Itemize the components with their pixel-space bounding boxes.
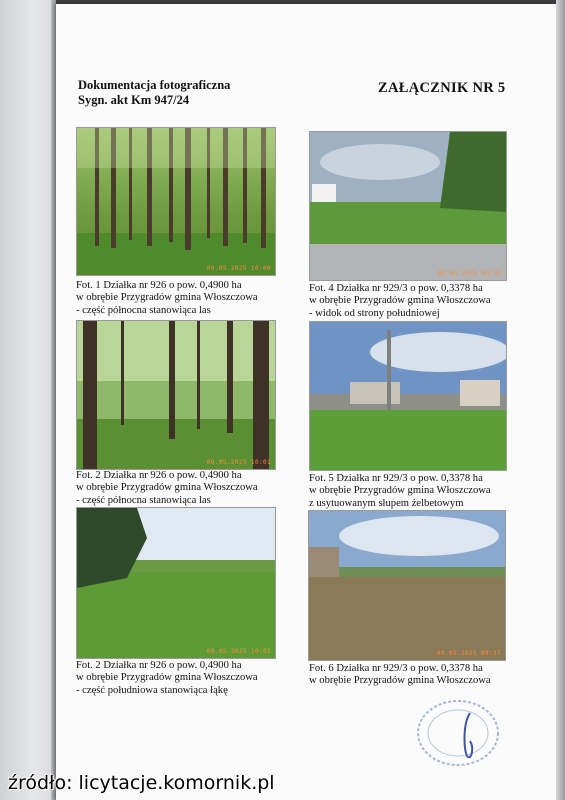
caption-line: Fot. 2 Działka nr 926 o pow. 0,4900 ha [76,470,242,481]
caption-line: w obrębie Przygradów gmina Włoszczowa [309,295,491,307]
photo-1-caption [76,280,258,317]
case-signature: Sygn. akt Km 947/24 [78,93,190,107]
caption-line: w obrębie Przygradów gmina Włoszczowa [76,482,258,494]
caption-line: w obrębie Przygradów gmina Włoszczowa [309,675,491,687]
photo-6-bare-plot [308,510,506,661]
document-header [78,78,230,108]
caption-line: w obrębie Przygradów gmina Włoszczowa [76,292,258,304]
caption-line: Fot. 6 Działka nr 929/3 o pow. 0,3378 ha [309,663,483,674]
photo-1-timestamp: 09.05.2025 10:00 [206,265,271,272]
caption-line: Fot. 4 Działka nr 929/3 o pow. 0,3378 ha [309,283,483,294]
photo-4-road-view [309,131,507,281]
adjacent-page [0,0,56,800]
photo-3-meadow [76,507,276,659]
page-edge [556,0,565,800]
photo-1-forest [76,127,276,276]
caption-line: z usytuowanym słupem żelbetowym [309,497,464,509]
caption-line: w obrębie Przygradów gmina Włoszczowa [309,485,491,497]
photo-5-concrete-pole [309,321,507,471]
caption-line: - część północna stanowiąca las [76,304,211,316]
document-page [56,4,556,800]
caption-line: Fot. 2 Działka nr 926 o pow. 0,4900 ha [76,660,242,671]
caption-line: - część południowa stanowiąca łąkę [76,684,228,696]
photo-4-timestamp: 09.05.2025 09:35 [437,270,502,277]
caption-line: Fot. 5 Działka nr 929/3 o pow. 0,3378 ha [309,473,483,484]
photo-4-caption [309,283,491,320]
photo-3-caption [76,660,258,697]
photo-3-timestamp: 09.05.2025 10:02 [206,648,271,655]
signature-stamp [412,695,530,773]
annex-label: ZAŁĄCZNIK NR 5 [378,80,506,96]
caption-line: - część północna stanowiąca las [76,494,211,506]
caption-line: - widok od strony południowej [309,307,440,319]
source-watermark: źródło: licytacje.komornik.pl [8,772,275,794]
photo-6-caption [309,663,491,688]
caption-line: w obrębie Przygradów gmina Włoszczowa [76,672,258,684]
photo-6-timestamp: 09.05.2025 09:37 [436,650,501,657]
photo-2-caption [76,470,258,507]
caption-line: Fot. 1 Działka nr 926 o pow. 0,4900 ha [76,280,242,291]
photo-2-forest-interior [76,320,276,470]
photo-2-timestamp: 09.05.2025 10:01 [206,459,271,466]
photo-5-caption [309,473,491,510]
document-title: Dokumentacja fotograficzna [78,78,231,92]
